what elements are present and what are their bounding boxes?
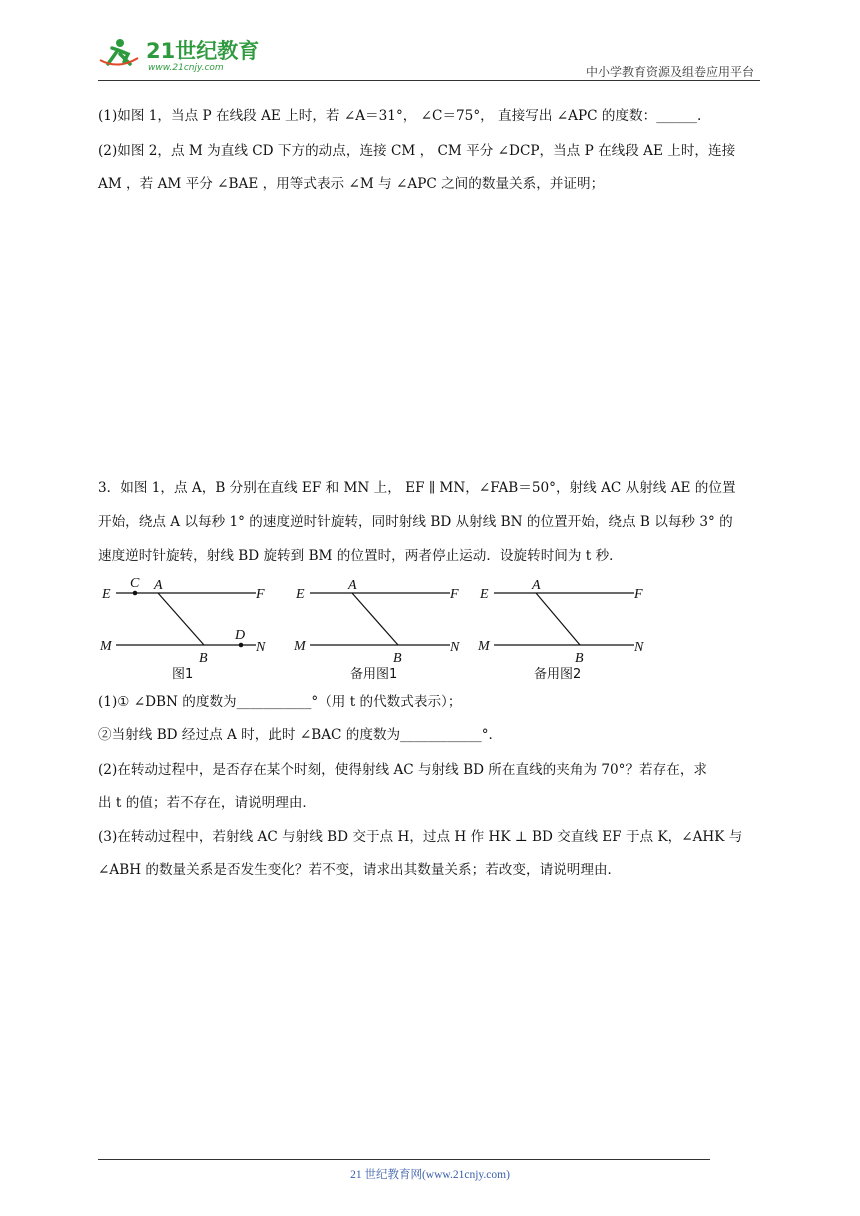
spare-figure-1-caption: 备用图1 [350,667,398,682]
q3-sub1-part1: (1)① ∠DBN 的度数为___________°（用 t 的代数式表示）； [98,694,462,710]
label-f: F [256,587,265,602]
spare-figure-2 [476,572,656,684]
point-d-dot [239,643,244,648]
label-n: N [634,640,644,655]
q3-sub2-line1: (2)在转动过程中，是否存在某个时刻，使得射线 AC 与射线 BD 所在直线的夹角为 70°？若存在，求 [98,762,708,778]
figure-1-caption: 图1 [172,667,194,682]
label-d: D [235,628,246,643]
q3-sub3-line2: ∠ABH 的数量关系是否发生变化？若不变，请求出其数量关系；若改变，请说明理由． [98,862,622,878]
label-e: E [102,587,111,602]
label-m: M [478,639,490,654]
q2-part2-line2: AM ，若 AM 平分 ∠BAE ，用等式表示 ∠M 与 ∠APC 之间的数量关系，并证明； [98,176,605,192]
label-e: E [480,587,489,602]
label-b: B [393,651,402,666]
label-f: F [450,587,459,602]
q2-part2-line1: (2)如图 2，点 M 为直线 CD 下方的动点，连接 CM ， CM 平分 ∠DCP，当点 P 在线段 AE 上时，连接 [98,143,736,159]
figure-1 [98,572,278,684]
q3-sub3-line1: (3)在转动过程中，若射线 AC 与射线 BD 交于点 H，过点 H 作 HK ⊥ BD 交直线 EF 于点 K，∠AHK 与 [98,829,743,845]
page-header [98,28,760,80]
point-c-dot [133,591,138,596]
logo-text: 21世纪教育 [146,39,260,63]
label-e: E [296,587,305,602]
q3-stem-line1: 3．如图 1，点 A，B 分别在直线 EF 和 MN 上， EF ∥ MN，∠FAB＝50°，射线 AC 从射线 AE 的位置 [98,480,736,496]
spare-figure-1 [292,572,472,684]
footer-link[interactable]: 21 世纪教育网(www.21cnjy.com) [350,1169,510,1181]
spare-figure-2-caption: 备用图2 [534,667,582,682]
label-m: M [100,639,112,654]
q3-sub2-line2: 出 t 的值；若不存在，请说明理由． [98,795,317,811]
q3-stem-line3: 速度逆时针旋转，射线 BD 旋转到 BM 的位置时，两者停止运动．设旋转时间为 t 秒． [98,548,623,564]
q2-part1: (1)如图 1，当点 P 在线段 AE 上时，若 ∠A＝31°， ∠C＝75°， 直接写出 ∠APC 的度数：______. [98,108,702,124]
site-logo [98,34,268,74]
label-a: A [348,578,357,593]
header-rule [98,80,760,81]
label-f: F [634,587,643,602]
label-a: A [154,578,163,593]
label-b: B [199,651,208,666]
label-n: N [256,640,266,655]
label-m: M [294,639,306,654]
q3-stem-line2: 开始，绕点 A 以每秒 1° 的速度逆时针旋转，同时射线 BD 从射线 BN 的位置开始，绕点 B 以每秒 3° 的 [98,514,733,530]
logo-url: www.21cnjy.com [148,63,224,73]
label-n: N [450,640,460,655]
q3-sub1-part2: ②当射线 BD 经过点 A 时，此时 ∠BAC 的度数为____________°． [98,727,503,743]
platform-name: 中小学教育资源及组卷应用平台 [585,65,754,79]
label-c: C [130,576,140,591]
label-a: A [532,578,541,593]
footer-rule [98,1159,710,1160]
label-b: B [575,651,584,666]
